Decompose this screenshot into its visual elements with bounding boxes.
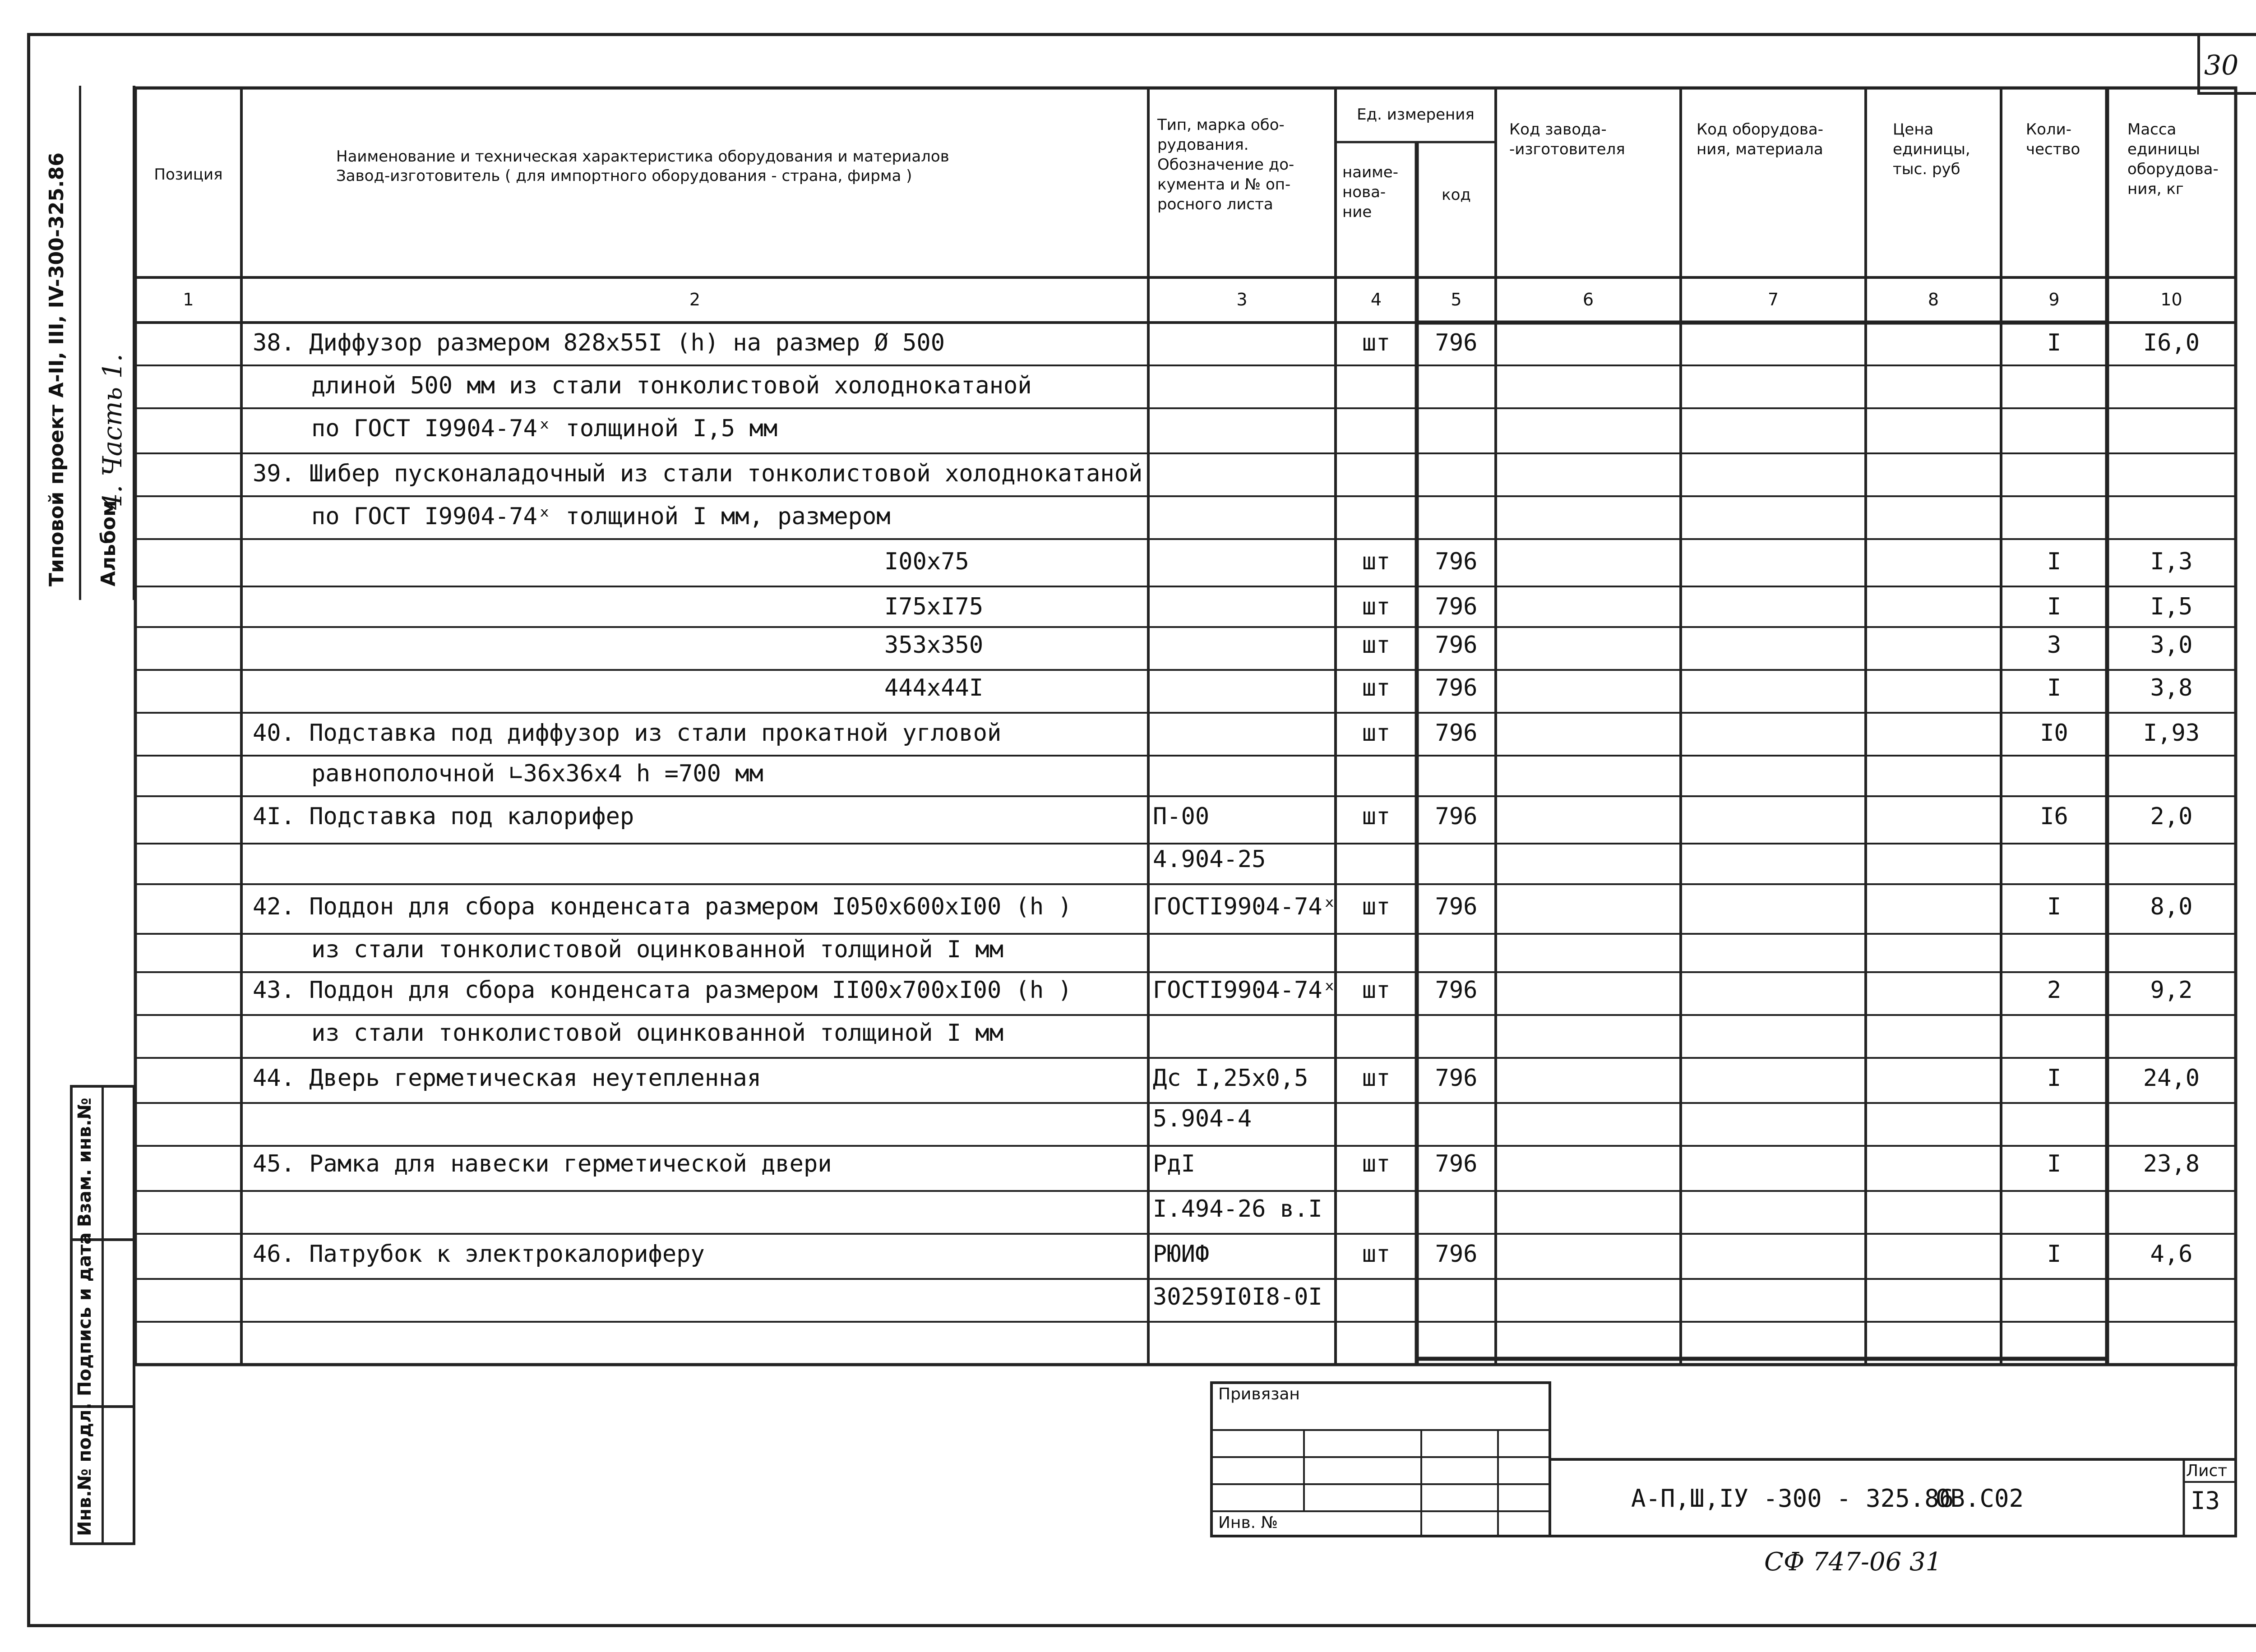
signature-date-label: Подпись и дата [74, 1232, 95, 1396]
row-unit: шт [1362, 674, 1391, 701]
header-type-line1: Тип, марка обо- [1157, 116, 1285, 134]
header-mass-4: ния, кг [2127, 180, 2184, 198]
column-number: 6 [1582, 290, 1594, 309]
privyazan-label: Привязан [1218, 1385, 1300, 1403]
row-type: П-00 [1153, 803, 1210, 830]
header-mass-2: единицы [2127, 140, 2200, 158]
row-quantity: I [2047, 548, 2062, 575]
header-unit: Ед. измерения [1357, 106, 1475, 124]
row-quantity: I [2047, 329, 2062, 356]
inv-podl-label: Инв.№ подл. [74, 1403, 95, 1536]
row-quantity: I [2047, 1241, 2062, 1268]
row-quantity: I [2047, 674, 2062, 701]
row-name: 4I. Подставка под калорифер [253, 803, 634, 830]
header-mfr-code-1: Код завода- [1509, 120, 1607, 138]
row-mass: 24,0 [2143, 1065, 2200, 1092]
row-unit: шт [1362, 893, 1391, 920]
row-unit: шт [1362, 1150, 1391, 1177]
header-type-line4: кумента и № оп- [1157, 175, 1291, 194]
row-name: 44. Дверь герметическая неутепленная [253, 1065, 762, 1092]
column-number: 5 [1451, 290, 1462, 309]
header-name-line1: Наименование и техническая характеристика оборудования и материалов [336, 148, 949, 166]
row-mass: I6,0 [2143, 329, 2200, 356]
row-mass: 3,0 [2150, 632, 2193, 659]
header-equip-code-1: Код оборудова- [1697, 120, 1823, 138]
row-quantity: I [2047, 1065, 2062, 1092]
row-mass: 9,2 [2150, 977, 2193, 1004]
row-unit-code: 796 [1435, 893, 1478, 920]
row-mass: 8,0 [2150, 893, 2193, 920]
header-price-1: Цена [1893, 120, 1934, 138]
row-unit: шт [1362, 1241, 1391, 1268]
row-quantity: I [2047, 593, 2062, 620]
row-unit-code: 796 [1435, 548, 1478, 575]
row-unit: шт [1362, 593, 1391, 620]
header-type-line3: Обозначение до- [1157, 156, 1294, 174]
row-type: I.494-26 в.I [1153, 1195, 1322, 1223]
header-mass-1: Масса [2127, 120, 2177, 138]
row-unit: шт [1362, 1065, 1391, 1092]
sheet-number: 30 [2204, 50, 2239, 81]
row-name: I75xI75 [884, 593, 984, 620]
row-mass: I,3 [2150, 548, 2193, 575]
header-position: Позиция [154, 166, 223, 184]
row-unit-code: 796 [1435, 593, 1478, 620]
row-unit-code: 796 [1435, 674, 1478, 701]
header-unit-name-3: ние [1342, 203, 1372, 221]
row-type: РдI [1153, 1150, 1195, 1177]
row-unit-code: 796 [1435, 803, 1478, 830]
footer-note: СФ 747-06 31 [1764, 1547, 1942, 1577]
project-title: Типовой проект А-II, III, IV-300-325.86 [45, 152, 68, 586]
document-code: А-П,Ш,IУ -300 - 325.86 [1631, 1484, 1954, 1513]
row-mass: 2,0 [2150, 803, 2193, 830]
row-unit: шт [1362, 803, 1391, 830]
row-mass: 4,6 [2150, 1241, 2193, 1268]
row-type: РЮИФ [1153, 1241, 1210, 1268]
row-type: Дс I,25х0,5 [1153, 1065, 1308, 1092]
header-equip-code-2: ния, материала [1697, 140, 1823, 158]
row-name: 39. Шибер пусконаладочный из стали тонколистовой холоднокатаной [253, 460, 1143, 487]
row-name: 45. Рамка для навески герметической двери [253, 1150, 832, 1177]
row-unit: шт [1362, 720, 1391, 747]
row-type: ГОСТI9904-74ˣ [1153, 893, 1336, 920]
row-mass: I,93 [2143, 720, 2200, 747]
row-name: из стали тонколистовой оцинкованной толщиной I мм [311, 936, 1004, 963]
row-unit-code: 796 [1435, 1065, 1478, 1092]
row-type: 30259I0I8-0I [1153, 1283, 1322, 1311]
row-quantity: 3 [2047, 632, 2062, 659]
row-mass: 23,8 [2143, 1150, 2200, 1177]
header-mass-3: оборудова- [2127, 160, 2219, 178]
column-number: 10 [2160, 290, 2182, 309]
row-name: из стали тонколистовой оцинкованной толщиной I мм [311, 1020, 1004, 1047]
column-number: 4 [1370, 290, 1382, 309]
row-unit: шт [1362, 977, 1391, 1004]
row-quantity: 2 [2047, 977, 2062, 1004]
column-number: 7 [1767, 290, 1779, 309]
list-label: Лист [2186, 1462, 2228, 1480]
row-name: 46. Патрубок к электрокалориферу [253, 1241, 705, 1268]
header-unit-name-2: нова- [1342, 183, 1386, 201]
header-type-line5: росного листа [1157, 195, 1273, 213]
row-quantity: I6 [2040, 803, 2068, 830]
row-name: 43. Поддон для сбора конденсата размером II00х700хI00 (h ) [253, 977, 1072, 1004]
row-quantity: I0 [2040, 720, 2068, 747]
row-type: 4.904-25 [1153, 846, 1266, 873]
list-value: I3 [2191, 1486, 2220, 1515]
header-price-2: единицы, [1893, 140, 1970, 158]
album-label: Альбом [97, 500, 120, 586]
row-unit-code: 796 [1435, 329, 1478, 356]
album-value: 4. Часть 1. [97, 353, 128, 510]
header-qty-2: чество [2026, 140, 2080, 158]
header-unit-name-1: наиме- [1342, 163, 1398, 181]
header-unit-code: код [1442, 186, 1471, 204]
header-name-line2: Завод-изготовитель ( для импортного оборудования - страна, фирма ) [336, 167, 912, 185]
row-type: ГОСТI9904-74ˣ [1153, 977, 1336, 1004]
row-unit-code: 796 [1435, 632, 1478, 659]
column-number: 2 [689, 290, 701, 309]
column-number: 3 [1236, 290, 1248, 309]
row-unit-code: 796 [1435, 1241, 1478, 1268]
row-mass: I,5 [2150, 593, 2193, 620]
header-type-line2: рудования. [1157, 136, 1249, 154]
column-number: 8 [1928, 290, 1939, 309]
row-unit: шт [1362, 329, 1391, 356]
row-unit-code: 796 [1435, 977, 1478, 1004]
row-name: равнополочной ∟36х36х4 h =700 мм [311, 760, 763, 787]
row-unit-code: 796 [1435, 1150, 1478, 1177]
row-name: 38. Диффузор размером 828х55I (h) на размер Ø 500 [253, 329, 945, 356]
row-name: 353x350 [884, 632, 984, 659]
header-price-3: тыс. руб [1893, 160, 1960, 178]
vzam-label: Взам. инв.№ [74, 1098, 95, 1227]
header-qty-1: Коли- [2026, 120, 2072, 138]
column-number: 1 [183, 290, 194, 309]
column-number: 9 [2048, 290, 2060, 309]
header-mfr-code-2: -изготовителя [1509, 140, 1625, 158]
row-name: I00x75 [884, 548, 969, 575]
row-name: 444x44I [884, 674, 984, 701]
row-name: 40. Подставка под диффузор из стали прокатной угловой [253, 720, 1002, 747]
row-name: 42. Поддон для сбора конденсата размером I050х600хI00 (h ) [253, 893, 1072, 920]
document-mark: ОВ.С02 [1936, 1484, 2024, 1513]
row-name: по ГОСТ I9904-74ˣ толщиной I,5 мм [311, 415, 778, 442]
row-mass: 3,8 [2150, 674, 2193, 701]
row-name: по ГОСТ I9904-74ˣ толщиной I мм, размером [311, 503, 891, 530]
inv-no-label: Инв. № [1218, 1514, 1278, 1532]
row-quantity: I [2047, 893, 2062, 920]
row-unit: шт [1362, 548, 1391, 575]
row-unit-code: 796 [1435, 720, 1478, 747]
row-name: длиной 500 мм из стали тонколистовой холоднокатаной [311, 372, 1032, 399]
row-type: 5.904-4 [1153, 1105, 1252, 1132]
row-quantity: I [2047, 1150, 2062, 1177]
row-unit: шт [1362, 632, 1391, 659]
